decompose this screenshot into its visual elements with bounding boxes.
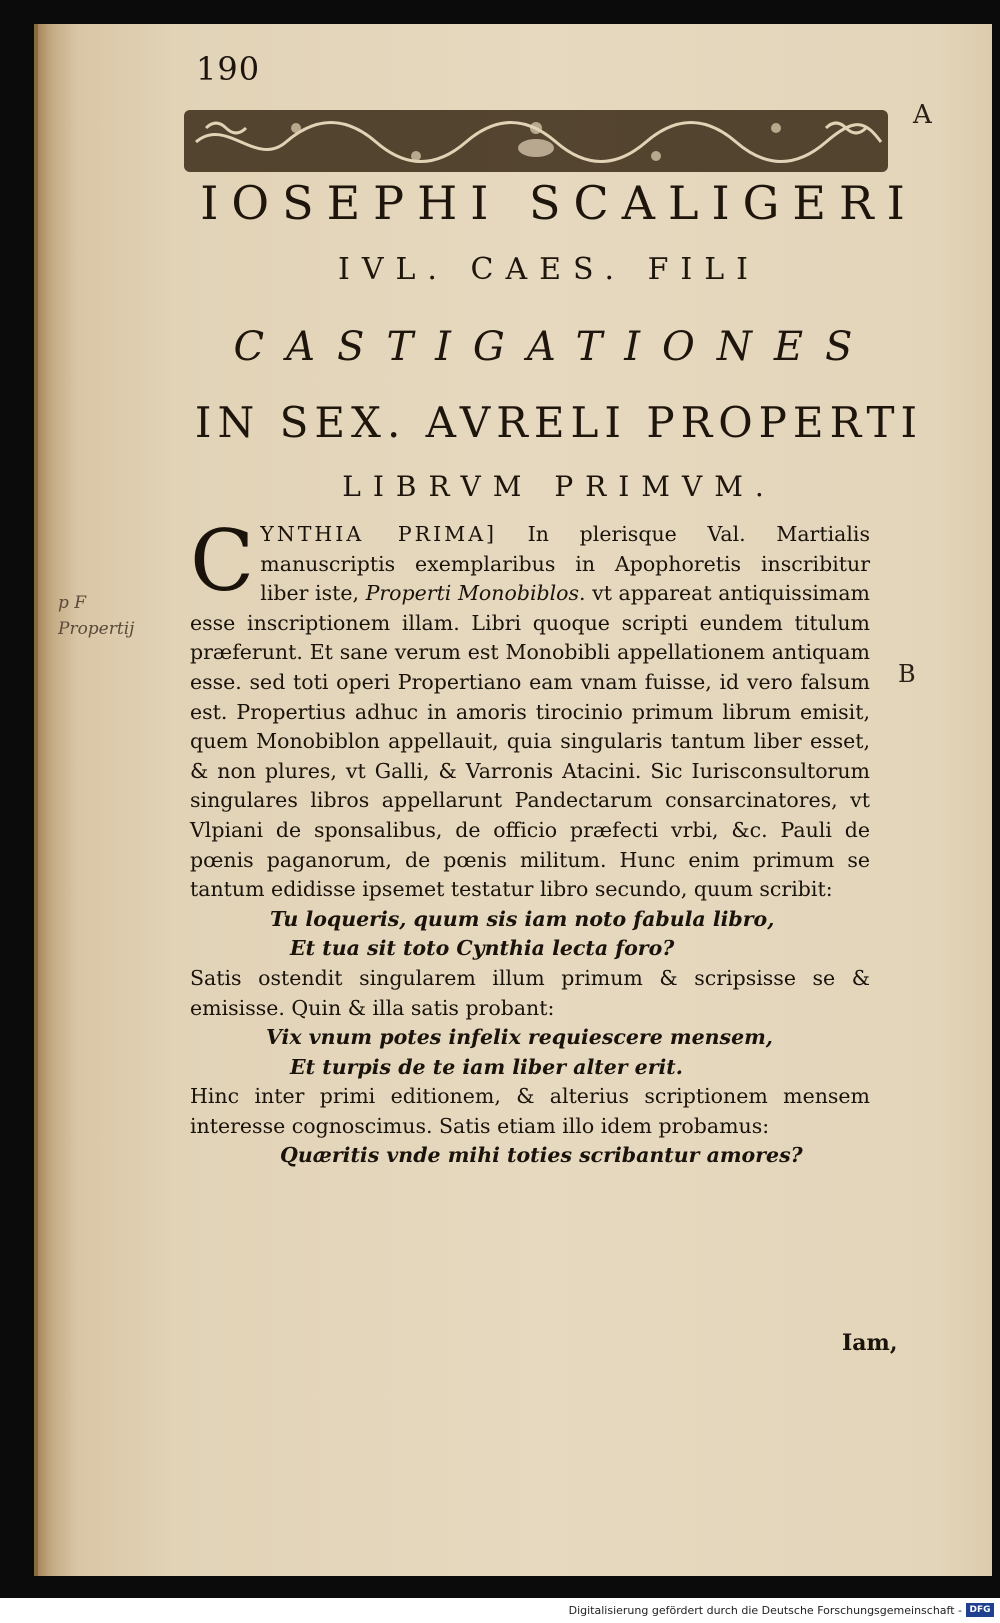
scan-border	[0, 1576, 1000, 1598]
digitization-footer	[0, 1598, 1000, 1623]
footer-credit: Digitalisierung gefördert durch die Deutsche Forschungsgemeinschaft -	[568, 1604, 962, 1617]
verse-line: Vix vnum potes infelix requiescere mensem,	[266, 1025, 773, 1050]
paragraph-text: . vt appareat antiquissimam esse inscriptionem illam. Libri quoque scripti eundem titulum præferunt. Et sane verum est Monobibli appellationem antiquam esse. sed toti operi Propertiano eam vnam fuisse, id vero falsum est. Propertius adhuc in amoris tirocinio primum librum emisit, quem Monobiblon appellauit, quia singularis tantum liber esset, & non plures, vt Galli, & Varronis Atacini. Sic Iurisconsultorum singulares libros appellarunt Pandectarum consarcinatores, vt Vlpiani de sponsalibus, de officio præfecti vrbi, &c. Pauli de pœnis paganorum, de pœnis militum. Hunc enim primum se tantum edidisse ipsemet testatur libro secundo, quum scribit:	[190, 581, 870, 902]
title-lineage: IVL. CAES. FILI	[337, 252, 761, 287]
drop-cap: C	[190, 512, 255, 610]
margin-marker-b: B	[898, 660, 916, 688]
margin-marker-a: A	[913, 100, 932, 130]
paragraph-text: Hinc inter primi editionem, & alterius scriptionem mensem interesse cognoscimus. Satis etiam illo idem probamus:	[190, 1084, 870, 1138]
title-book: LIBRVM PRIMVM.	[342, 470, 776, 503]
verse-line: Et tua sit toto Cynthia lecta foro?	[290, 936, 675, 961]
dfg-logo: DFG	[966, 1603, 994, 1617]
verse-line: Quæritis vnde mihi toties scribantur amores?	[280, 1143, 803, 1168]
paragraph-text: Satis ostendit singularem illum primum & scripsisse se & emisisse. Quin & illa satis probant:	[190, 965, 870, 1020]
lemma: YNTHIA PRIMA]	[260, 522, 497, 546]
catchword: Iam,	[842, 1330, 898, 1356]
paragraph-text: In plerisque Val. Martialis manuscriptis exemplaribus in Apophoretis inscribitur liber iste,	[260, 522, 871, 606]
title-work: CASTIGATIONES	[233, 324, 875, 370]
verse-line: Et turpis de te iam liber alter erit.	[290, 1054, 683, 1079]
marginal-note	[58, 590, 178, 642]
title-subject: IN SEX. AVRELI PROPERTI	[194, 398, 924, 447]
marginal-note-line: Propertij	[58, 619, 135, 639]
title-author: IOSEPHI SCALIGERI	[200, 176, 918, 230]
commentary-text	[190, 512, 871, 1171]
page-number: 190	[196, 50, 261, 88]
marginal-note-line: p F	[58, 593, 87, 613]
verse-line: Tu loqueris, quum sis iam noto fabula libro,	[270, 906, 775, 931]
cited-title: Properti Monobiblos	[365, 581, 580, 606]
headpiece-ornament	[176, 88, 896, 184]
